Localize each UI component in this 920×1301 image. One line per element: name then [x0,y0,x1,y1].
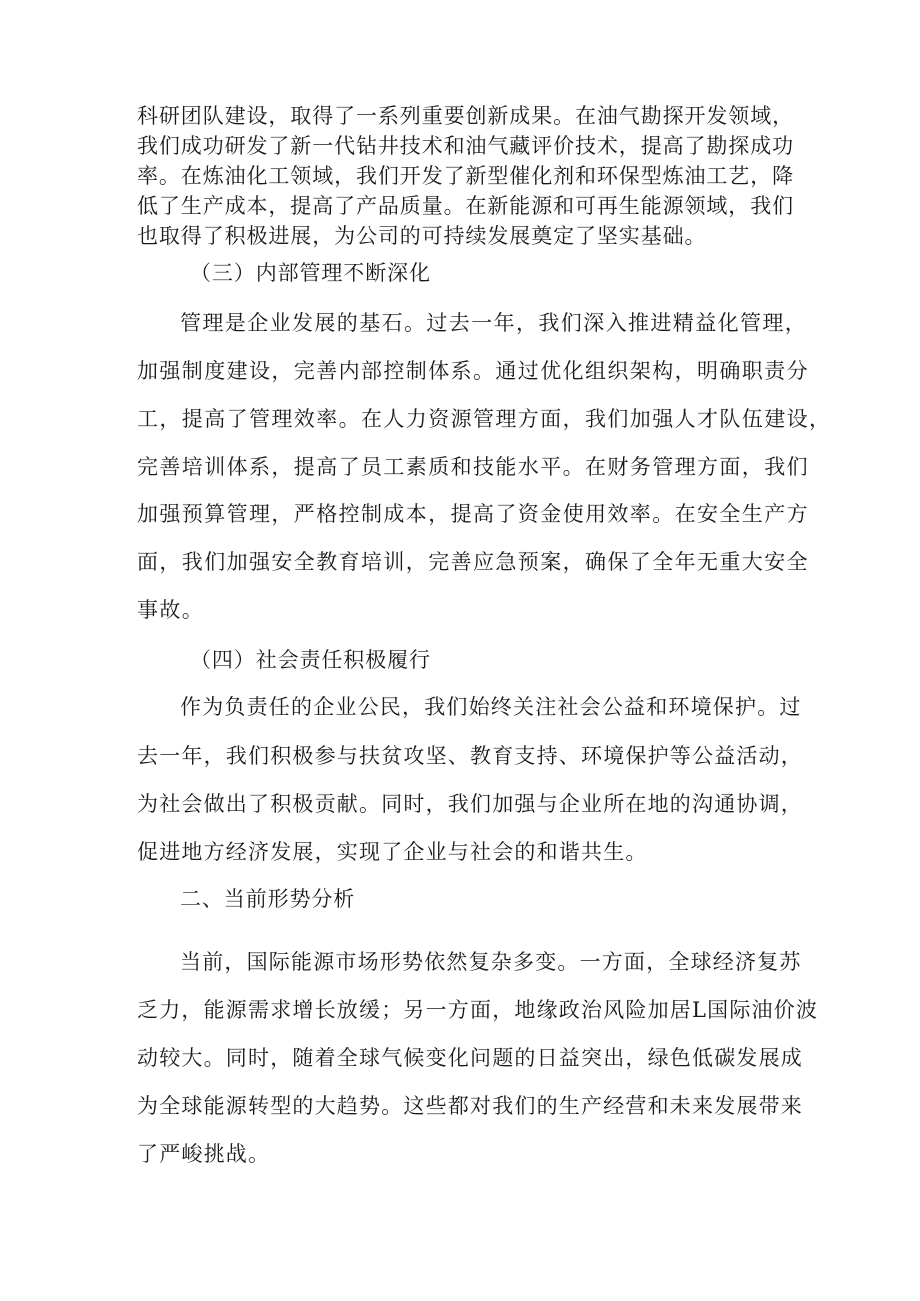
text-line: 加强预算管理，严格控制成本，提高了资金使用效率。在安全生产方 [137,502,809,526]
text-line: 促进地方经济发展，实现了企业与社会的和谐共生。 [137,840,648,864]
text-line: 当前，国际能源市场形势依然复杂多变。一方面，全球经济复苏 [180,950,802,974]
text-line: 了严峻挑战。 [137,1142,271,1166]
text-line: 为全球能源转型的大趋势。这些都对我们的生产经营和未来发展带来 [137,1094,803,1118]
text-line: 科研团队建设，取得了一系列重要创新成果。在油气勘探开发领域， [137,104,794,128]
text-line: 动较大。同时，随着全球气候变化问题的日益突出，绿色低碳发展成 [137,1046,803,1070]
text-line: 我们成功研发了新一代钻井技术和油气藏评价技术，提高了勘探成功 [137,134,794,158]
text-line: 去一年，我们积极参与扶贫攻坚、教育支持、环境保护等公益活动， [137,744,803,768]
text-line: 加强制度建设，完善内部控制体系。通过优化组织架构，明确职责分 [137,359,809,383]
text-line: 工，提高了管理效率。在人力资源管理方面，我们加强人才队伍建设， [137,407,832,431]
text-line: 面，我们加强安全教育培训，完善应急预案，确保了全年无重大安全 [137,550,809,574]
section-heading-internal-management: （三）内部管理不断深化 [190,261,431,285]
section-heading-social-responsibility: （四）社会责任积极履行 [190,648,431,672]
text-line: 作为负责任的企业公民，我们始终关注社会公益和环境保护。过 [180,695,802,719]
section-heading-situation-analysis: 二、当前形势分析 [180,887,356,911]
text-line: 管理是企业发展的基石。过去一年，我们深入推进精益化管理， [180,311,808,335]
text-line: 事故。 [137,598,205,622]
text-line: 为社会做出了积极贡献。同时，我们加强与企业所在地的沟通协调， [137,792,803,816]
text-line: 率。在炼油化工领域，我们开发了新型催化剂和环保型炼油工艺，降 [137,164,794,188]
text-line: 乏力，能源需求增长放缓；另一方面，地缘政治风险加居L国际油价波 [137,998,819,1022]
text-line: 完善培训体系，提高了员工素质和技能水平。在财务管理方面，我们 [137,455,809,479]
text-line: 也取得了积极进展，为公司的可持续发展奠定了坚实基础。 [137,224,707,248]
text-line: 低了生产成本，提高了产品质量。在新能源和可再生能源领域，我们 [137,194,794,218]
